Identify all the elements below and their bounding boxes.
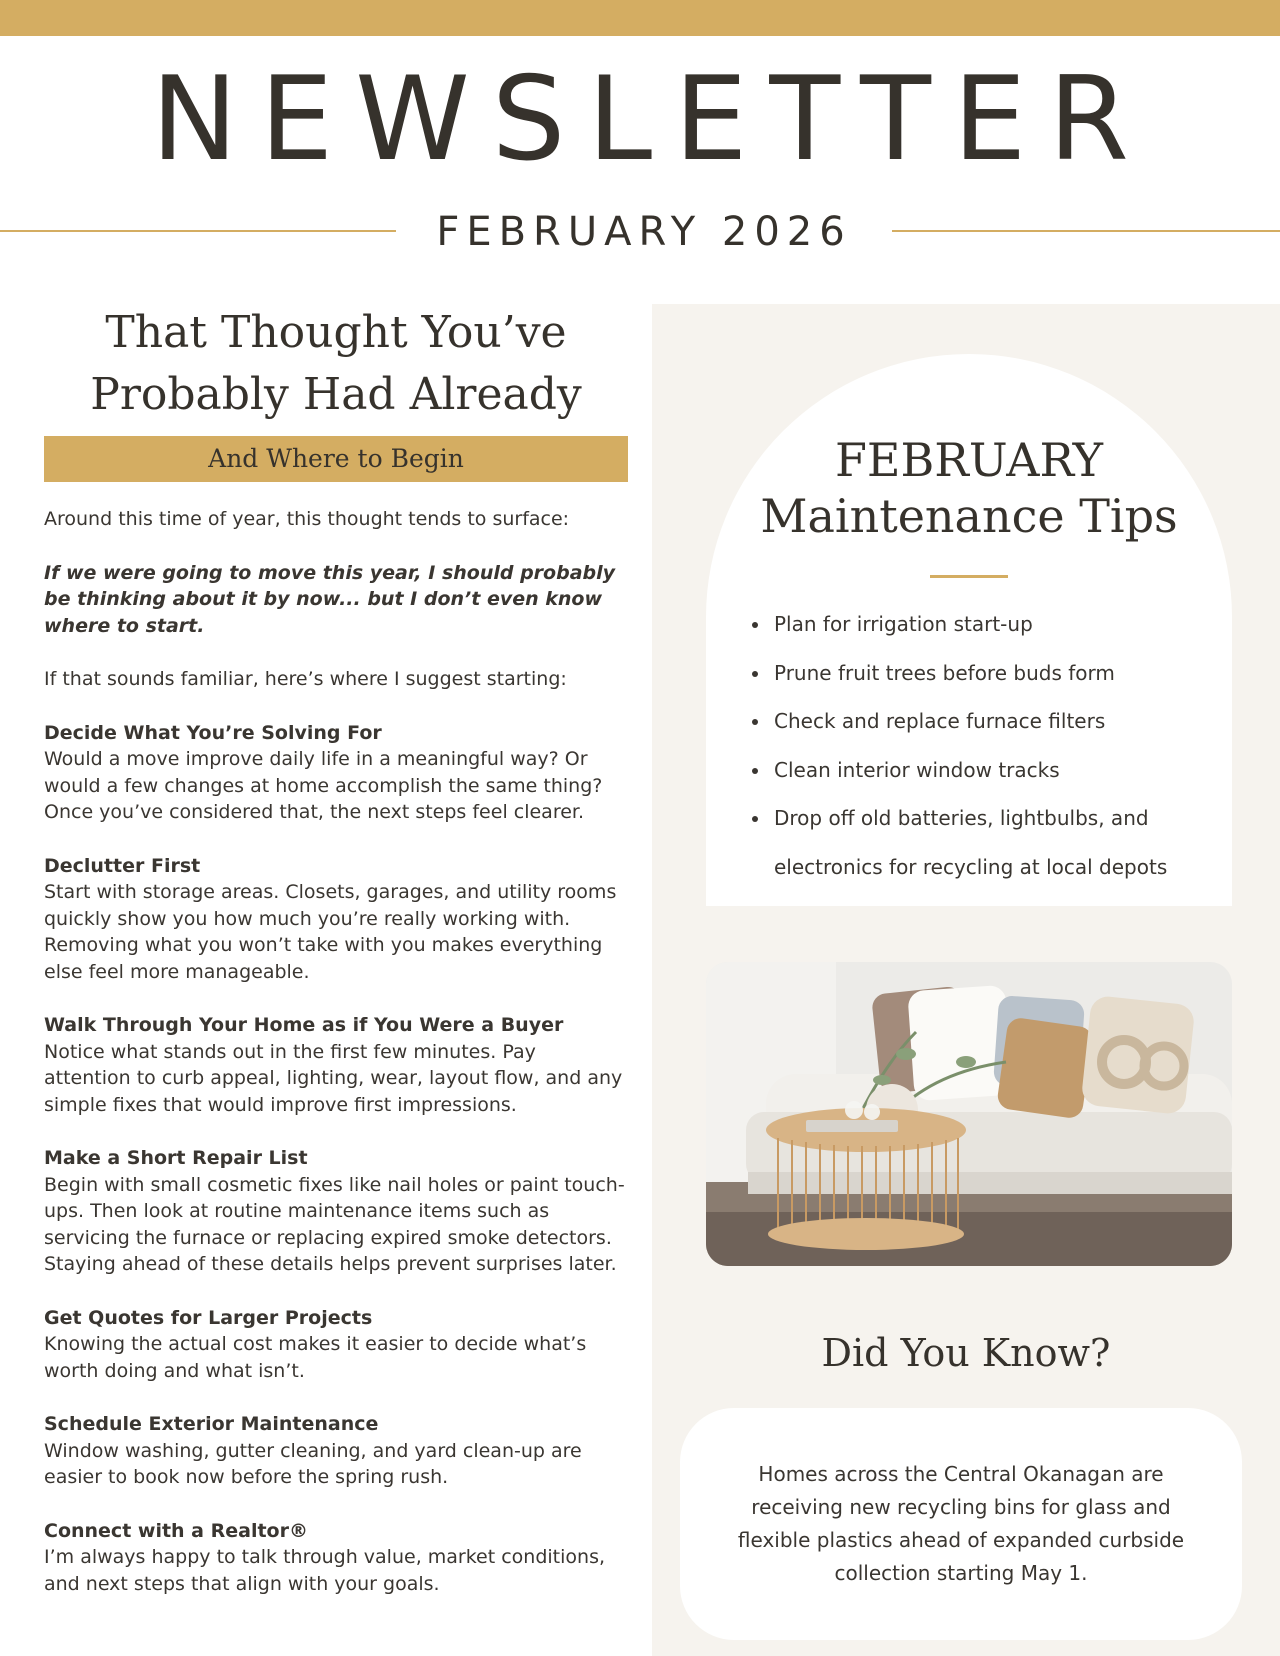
article-section: [44, 1305, 628, 1385]
masthead-title: NEWSLETTER: [151, 52, 1151, 187]
section-heading: Make a Short Repair List: [44, 1147, 308, 1169]
article-section: [44, 1145, 628, 1278]
section-text: Knowing the actual cost makes it easier to decide what’s worth doing and what isn’t.: [44, 1333, 587, 1382]
date-rule-right: [892, 230, 1280, 232]
tips-list: [746, 600, 1206, 891]
article-body: [44, 506, 628, 1597]
article-subtitle-banner: And Where to Begin: [44, 436, 628, 482]
living-room-photo: [706, 962, 1232, 1266]
section-heading: Declutter First: [44, 854, 201, 877]
tips-title-label: Maintenance Tips: [760, 489, 1178, 543]
section-heading: Decide What You’re Solving For: [44, 721, 382, 744]
did-you-know-card: [680, 1408, 1242, 1640]
did-you-know-text: Homes across the Central Okanagan are receiving new recycling bins for glass and flexible plastics ahead of expanded curbside collection starting May 1.: [737, 1462, 1185, 1585]
section-heading: Schedule Exterior Maintenance: [44, 1413, 379, 1435]
article-section: [44, 1411, 628, 1491]
issue-date-row: [0, 206, 1280, 256]
article-transition: If that sounds familiar, here’s where I suggest starting:: [44, 668, 567, 690]
tip-item: Check and replace furnace filters: [746, 697, 1206, 746]
date-rule-left: [0, 230, 396, 232]
section-text: Would a move improve daily life in a meaningful way? Or would a few changes at home accomplish the same thing? Once you’ve considered that, the next steps feel clearer.: [44, 748, 603, 823]
section-text: Begin with small cosmetic fixes like nail holes or paint touch-ups. Then look at routine maintenance items such as servicing the furnace or replacing expired smoke detectors. Staying ahead of these details helps prevent surprises later.: [44, 1173, 625, 1275]
tip-item: Prune fruit trees before buds form: [746, 649, 1206, 698]
article-title: That Thought You’ve Probably Had Already: [90, 307, 582, 420]
issue-date: FEBRUARY 2026: [436, 209, 852, 255]
section-text: I’m always happy to talk through value, market conditions, and next steps that align with your goals.: [44, 1546, 606, 1595]
article-quote: If we were going to move this year, I should probably be thinking about it by now... but I don’t even know where to start.: [44, 561, 616, 637]
tips-title-month: FEBRUARY: [834, 433, 1104, 487]
section-text: Start with storage areas. Closets, garages, and utility rooms quickly show you how much you’re really working with. Removing what you won’t take with you makes everything else feel more manageable.: [44, 881, 617, 983]
top-accent-bar: [0, 0, 1280, 36]
tip-item: Clean interior window tracks: [746, 746, 1206, 795]
article-section: [44, 1518, 628, 1598]
article-intro: Around this time of year, this thought tends to surface:: [44, 508, 570, 530]
tip-item: Plan for irrigation start-up: [746, 600, 1206, 649]
section-heading: Connect with a Realtor®: [44, 1519, 308, 1542]
tip-item: Drop off old batteries, lightbulbs, and electronics for recycling at local depots: [746, 794, 1206, 891]
section-heading: Get Quotes for Larger Projects: [44, 1306, 373, 1329]
section-text: Window washing, gutter cleaning, and yard clean-up are easier to book now before the spring rush.: [44, 1439, 582, 1488]
section-text: Notice what stands out in the first few minutes. Pay attention to curb appeal, lighting, wear, layout flow, and any simple fixes that would improve first impressions.: [44, 1040, 623, 1116]
article-section: [44, 1012, 628, 1118]
tips-divider: [930, 575, 1008, 578]
section-heading: Walk Through Your Home as if You Were a Buyer: [44, 1014, 564, 1036]
article-section: [44, 853, 628, 986]
tips-title: [706, 432, 1232, 544]
article-column: [44, 302, 628, 1624]
article-section: [44, 720, 628, 826]
did-you-know-title: Did You Know?: [821, 1331, 1111, 1375]
